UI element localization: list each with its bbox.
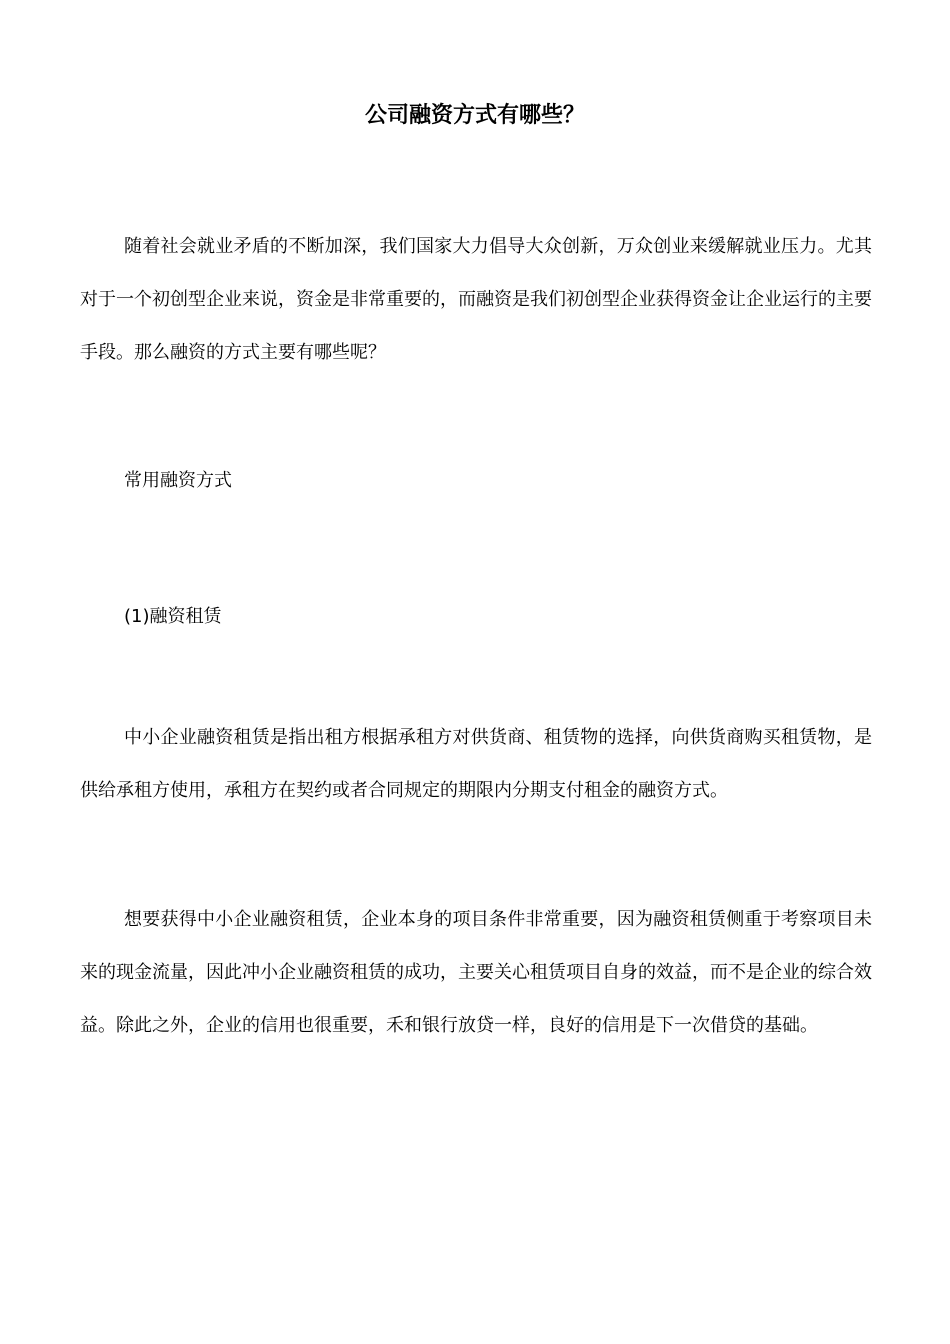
definition-paragraph: 中小企业融资租赁是指出租方根据承租方对供货商、租赁物的选择，向供货商购买租赁物，是供给承租方使用，承租方在契约或者合同规定的期限内分期支付租金的融资方式。 [80, 727, 872, 801]
intro-paragraph: 随着社会就业矛盾的不断加深，我们国家大力倡导大众创新，万众创业来缓解就业压力。尤其对于一个初创型企业来说，资金是非常重要的，而融资是我们初创型企业获得资金让企业运行的主要手段。那么融资的方式主要有哪些呢？ [80, 236, 872, 363]
subsection-heading: (1)融资租赁 [124, 606, 222, 627]
document-title: 公司融资方式有哪些？ [364, 103, 585, 128]
section-heading: 常用融资方式 [124, 470, 232, 491]
conditions-paragraph: 想要获得中小企业融资租赁，企业本身的项目条件非常重要，因为融资租赁侧重于考察项目未来的现金流量，因此冲小企业融资租赁的成功，主要关心租赁项目自身的效益，而不是企业的综合效益。除此之外，企业的信用也很重要，禾和银行放贷一样，良好的信用是下一次借贷的基础。 [80, 909, 872, 1036]
